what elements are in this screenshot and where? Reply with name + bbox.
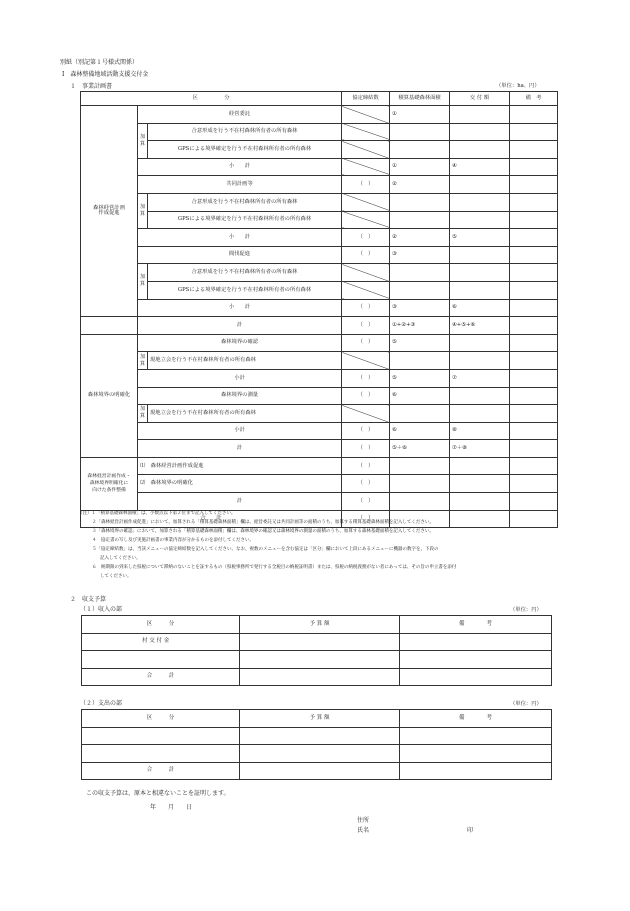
note-5: ５「協定締結数」は、当該メニューの協定締結数を記入してください。なお、複数のメニューを含む協定は「区分」欄において上段にあるメニューに機器の数字を、下段の [92, 547, 439, 552]
group-a-label: 森林経営計画 作成促進 [81, 106, 138, 317]
expense-unit: （単位：円） [510, 701, 542, 707]
diag-cell [342, 106, 390, 124]
row-kei-a: 計 [138, 317, 342, 335]
name-label: 氏名 [357, 827, 370, 834]
row-goukei: 合 計 [81, 510, 342, 528]
note-4: ４ 協定書の写し及び実施計画書の事業内容が分かるものを添付してください。 [92, 538, 254, 543]
plan-table: 区 分 協定締結数 積算基礎森林面積 交 付 額 備 考 森林経営計画 作成促進 経営委託 ① 加算 合意形成を行う不在村森林所有者の所有森林 GPSによる境界確定を行う不在村森林所有者の所有森林 小 計 ① ④ 共同計画等 （ ） ② 加算 合意形成を行う不在村森林所有者の所有森林 GPSによる境界確定を行う不在村森林所有者の所有森林 小 計 （ ） ② ⑤ 間伐促進 （ ） ③ 加算 合意形成を行う不在村森林所有者の所有森林 GPSによる境界確定を行う不在村森林所有者の所有森林 小 計 （ ） ③ ⑥ 計 （ ） ①+②+③ ④+⑤+⑥ 森林境界の明確化 森林境界の確認 （ ） ⑤ 加算 現地立会を行う不在村森林所有者の所有森林 小計 （ ） ⑤ ⑦ 森林境界の測量 （ ） ⑥ 加算 現地立会を行う不在村森林所有者の所有森林 小計 （ ） ⑥ ⑧ 計 （ ） ⑤＋⑥ ⑦＋⑧ 森林経営計画作成・ 森林境界明確化に 向けた条件整備 ⑴ 森林経営計画作成促進 （ ） ⑵ 森林境界の明確化 （ ） 計 （ ） 合 計 （ ） [80, 91, 558, 528]
expense-table: 区 分 予 算 額 備 考 合 計 [81, 709, 552, 780]
note-6b: してください。 [100, 574, 132, 579]
row-kyoudou: 共同計画等 [138, 176, 342, 194]
income-table: 区 分 予 算 額 備 考 村 交 付 金 合 計 [81, 615, 552, 686]
section-1-title: Ⅰ 森林整備地域活動支援交付金 [62, 71, 149, 78]
note-5b: 記入してください。 [100, 556, 141, 561]
certification-text: この収支予算は、原本と相違ないことを証明します。 [86, 790, 230, 797]
row-shoukei: 小 計 [138, 158, 342, 176]
col-area: 積算基礎森林面積 [390, 92, 450, 106]
section-2-title: ２ 収支予算 [70, 596, 107, 603]
group-c-label: 森林経営計画作成・ 森林境界明確化に 向けた条件整備 [81, 457, 138, 510]
unit-label: （単位：ha、円） [496, 83, 540, 89]
plan-title: １ 事業計画書 [70, 83, 113, 90]
row-sokuryou: 森林境界の測量 [138, 387, 342, 405]
address-label: 住所 [357, 817, 370, 824]
row-goui: 合意形成を行う不在村森林所有者の所有森林 [148, 123, 342, 141]
seal-mark: 印 [467, 827, 474, 834]
annex-label: 別紙（別記第１号様式関係） [60, 59, 139, 66]
row-genchi: 現地立会を行う不在村森林所有者の所有森林 [148, 352, 342, 370]
date-line: 年 月 日 [150, 804, 193, 811]
note-6: ６ 納期限の到来した県税について滞納のないことを証するもの（県税事務所で発行する全税目の納税証明書）または、県税の納税義務がない者にあっては、その旨の申立書を添付 [92, 565, 457, 570]
expense-title: （２）支出の部 [80, 700, 123, 707]
col-kyotei: 協定締結数 [342, 92, 390, 106]
col-kubun: 区 分 [81, 92, 342, 106]
income-title: （１）収入の部 [80, 606, 123, 613]
row-c2: ⑵ 森林境界の明確化 [138, 475, 342, 493]
income-total: 合 計 [82, 668, 240, 686]
row-c1: ⑴ 森林経営計画作成促進 [138, 457, 342, 475]
note-3: ３「森林境界の確認」において、加算される「積算基礎森林面積」欄は、森林境界の確認又は森林境界の測量の面積のうち、加算する森林基礎面積を記入してください。 [92, 529, 434, 534]
area-cell: ① [390, 106, 450, 124]
row-sonkoufu: 村 交 付 金 [82, 633, 240, 651]
row-kakunin: 森林境界の確認 [138, 334, 342, 352]
row-gps: GPSによる境界確定を行う不在村森林所有者の所有森林 [148, 141, 342, 159]
col-koufu: 交 付 額 [450, 92, 510, 106]
row-kei-b: 計 [138, 440, 342, 458]
group-b-label: 森林境界の明確化 [81, 334, 138, 457]
note-1: （注）１「積算基礎森林面積」は、小数点以下第２位まで記入してください。 [78, 511, 236, 516]
kasan-label: 加算 [138, 123, 148, 158]
expense-total: 合 計 [82, 762, 240, 780]
note-2: ２「森林経営計画作成促進」において、加算される「積算基礎森林面積」欄は、経営委託又は共同計画等の面積のうち、加算する積算基礎森林面積を記入してください。 [92, 520, 434, 525]
income-unit: （単位：円） [510, 607, 542, 613]
col-biko: 備 考 [510, 92, 558, 106]
row-kei-c: 計 [138, 493, 342, 511]
row-kaibatsu: 間伐促進 [138, 246, 342, 264]
row-keiei: 経営委託 [138, 106, 342, 124]
